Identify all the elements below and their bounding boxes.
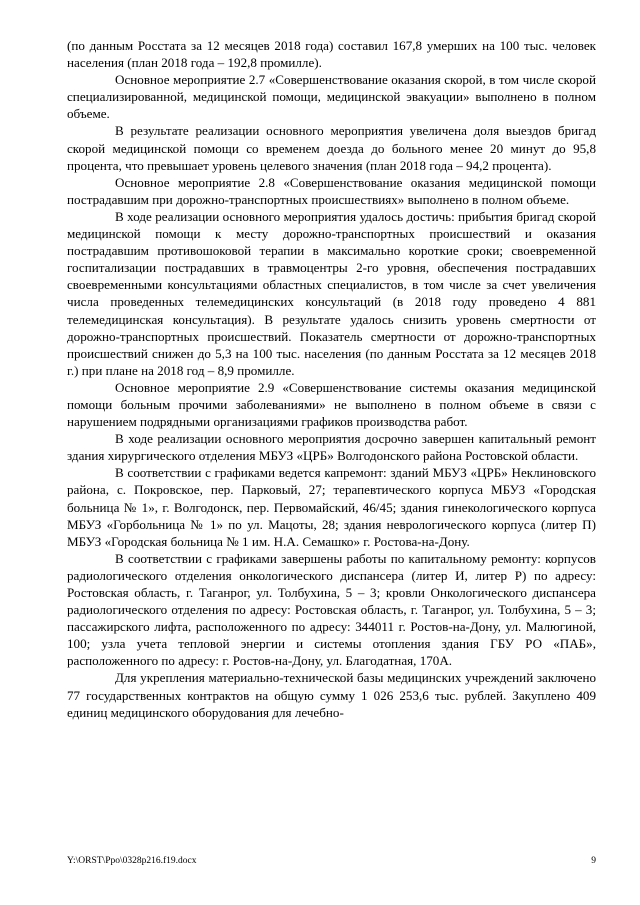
footer-file-path: Y:\ORST\Ppo\0328p216.f19.docx [67, 856, 197, 866]
page-footer [67, 855, 596, 867]
paragraph-measure-2-8: Основное мероприятие 2.8 «Совершенствование оказания медицинской помощи пострадавшим при дорожно-транспортных происшествиях» выполнено в полном объеме. [67, 174, 596, 207]
footer-page-number: 9 [591, 856, 596, 866]
paragraph-equipment-contracts: Для укрепления материально-технической базы медицинских учреждений заключено 77 государственных контрактов на общую сумму 1 026 253,6 тыс. рублей. Закуплено 409 единиц медицинского оборудования для лечебно- [67, 670, 596, 720]
document-body [67, 37, 596, 721]
paragraph-rosstat-continuation: (по данным Росстата за 12 месяцев 2018 года) составил 167,8 умерших на 100 тыс. человек населения (план 2018 года – 192,8 промилле). [67, 38, 596, 71]
paragraph-road-accidents-result: В ходе реализации основного мероприятия удалось достичь: прибытия бригад скорой медицинской помощи к месту дорожно-транспортных происшествий и оказания пострадавшим противошоковой терапии в максимально короткие сроки; своевременной госпитализации пострадавших в травмоцентры 2-го уровня, обеспечения пострадавших своевременными консультациями областных специалистов, в том числе за счет увеличения числа проведенных телемедицинских консультаций (в 2018 году проведено 4 881 телемедицинская консультация). В результате удалось снизить уровень смертности от дорожно-транспортных происшествий. Показатель смертности от дорожно-транспортных происшествий снижен до 5,3 на 100 тыс. населения (по данным Росстата за 12 месяцев 2018 г.) при плане на 2018 год – 8,9 промилле. [67, 208, 596, 378]
paragraph-completed-repairs: В соответствии с графиками завершены работы по капитальному ремонту: корпусов радиологического отделения онкологического диспансера (литер И, литер Р) по адресу: Ростовская область, г. Таганрог, ул. Толбухина, 5 – 3; кровли Онкологического диспансера радиологического отделения по адресу: Ростовская область, г. Таганрог, ул. Толбухина, 5 – 3; пассажирского лифта, расположенного по адресу: 344011 г. Ростов-на-Дону, ул. Малюгиной, 100; узла учета тепловой энергии и системы отопления здания ГБУ РО «ПАБ», расположенного по адресу: г. Ростов-на-Дону, ул. Благодатная, 170А. [67, 550, 596, 669]
paragraph-ongoing-repairs: В соответствии с графиками ведется капремонт: зданий МБУЗ «ЦРБ» Неклиновского района, с. Покровское, пер. Парковый, 27; терапевтического корпуса МБУЗ «Городская больница № 1», г. Волгодонск, пер. Первомайский, 46/45; здания гинекологического корпуса МБУЗ «Горбольница № 1» по ул. Мацоты, 28; здания неврологического корпуса (литер П) МБУЗ «Городская больница № 1 им. Н.А. Семашко» г. Ростова-на-Дону. [67, 465, 596, 549]
paragraph-ambulance-result: В результате реализации основного мероприятия увеличена доля выездов бригад скорой медицинской помощи со временем доезда до больного менее 20 минут до 95,8 процента, что превышает уровень целевого значения (план 2018 года – 94,2 процента). [67, 123, 596, 173]
paragraph-measure-2-7: Основное мероприятие 2.7 «Совершенствование оказания скорой, в том числе скорой специализированной, медицинской помощи, медицинской эвакуации» выполнено в полном объеме. [67, 72, 596, 122]
paragraph-measure-2-9: Основное мероприятие 2.9 «Совершенствование системы оказания медицинской помощи больным прочими заболеваниями» не выполнено в полном объеме в связи с нарушением подрядными организациями графиков производства работ. [67, 379, 596, 430]
paragraph-surgery-repair: В ходе реализации основного мероприятия досрочно завершен капитальный ремонт здания хирургического отделения МБУЗ «ЦРБ» Волгодонского района Ростовской области. [67, 431, 596, 464]
